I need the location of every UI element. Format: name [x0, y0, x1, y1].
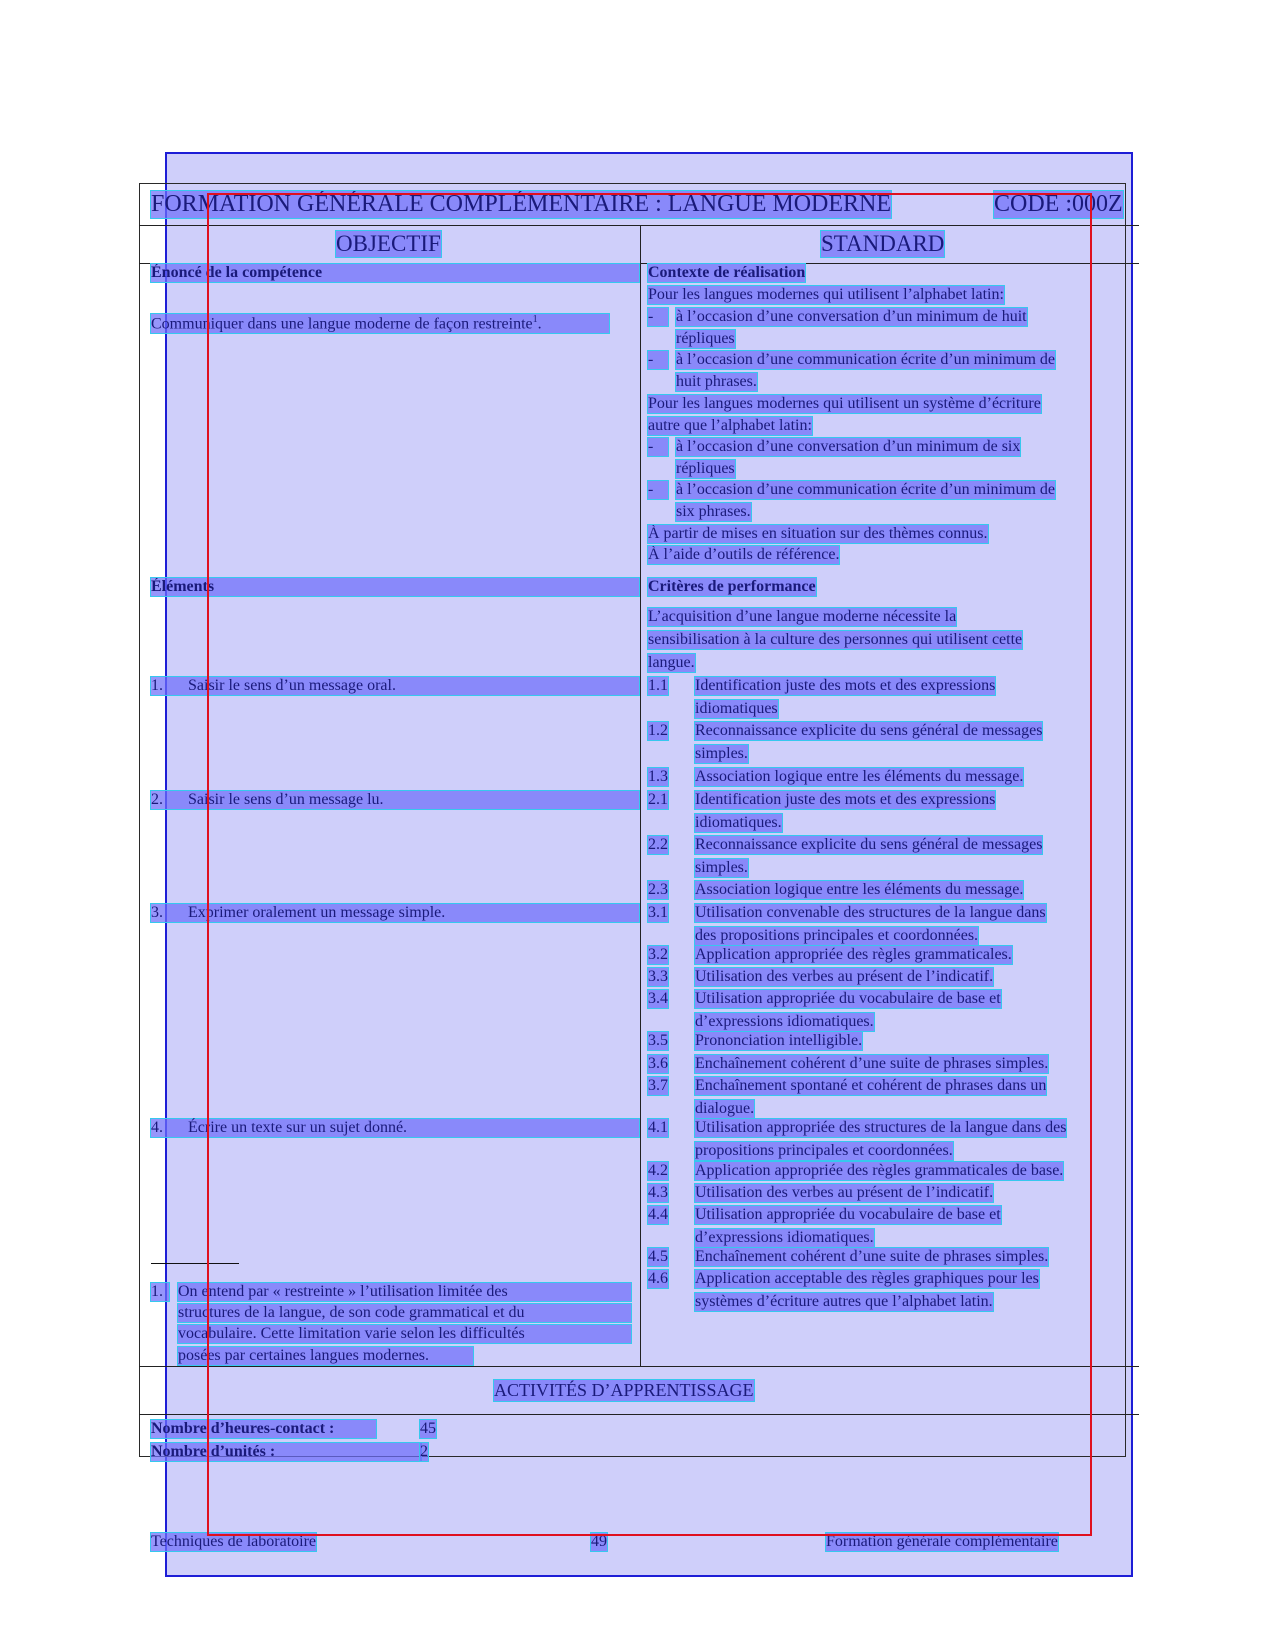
criteres-intro-line: sensibilisation à la culture des personnes qui utilisent cette	[648, 631, 1023, 648]
criterion-text: Utilisation appropriée des structures de la langue dans des	[695, 1119, 1067, 1136]
footnote-rule	[151, 1263, 239, 1264]
criterion-text: Identification juste des mots et des expressions	[695, 791, 996, 808]
footnote-line: vocabulaire. Cette limitation varie selon les difficultés	[178, 1325, 631, 1343]
page-number: 49	[591, 1533, 607, 1550]
contexte-bullet: -	[648, 438, 668, 456]
footnote-reference: 1	[532, 314, 538, 325]
contexte-line: à l’occasion d’une conversation d’un minimum de huit	[676, 308, 1027, 325]
criterion-number: 2.2	[648, 836, 668, 853]
criterion-number: 1.1	[648, 677, 668, 694]
unites-value: 2	[420, 1443, 428, 1460]
criterion-number: 4.4	[648, 1206, 668, 1223]
contexte-line: six phrases.	[676, 503, 751, 520]
criteres-intro-line: L’acquisition d’une langue moderne nécessite la	[648, 608, 957, 625]
criterion-text: idiomatiques	[695, 700, 778, 717]
activites-top-divider	[139, 1366, 1139, 1367]
contexte-bullet: -	[648, 481, 668, 499]
criterion-text: d’expressions idiomatiques.	[695, 1229, 874, 1246]
contexte-bullet: -	[648, 351, 668, 369]
contexte-bullet: -	[648, 308, 668, 326]
column-header-standard: STANDARD	[821, 231, 945, 256]
contexte-line: à l’occasion d’une conversation d’un minimum de six	[676, 438, 1021, 455]
unites-label: Nombre d’unités :	[151, 1443, 421, 1461]
criterion-number: 4.6	[648, 1270, 668, 1287]
criterion-number: 3.1	[648, 904, 668, 921]
criterion-number: 2.1	[648, 791, 668, 808]
criterion-text: d’expressions idiomatiques.	[695, 1013, 874, 1030]
criterion-text: Association logique entre les éléments du message.	[695, 881, 1024, 898]
contexte-line: Pour les langues modernes qui utilisent l’alphabet latin:	[648, 286, 1004, 303]
activites-heading: ACTIVITÉS D’APPRENTISSAGE	[494, 1380, 754, 1400]
criteres-intro-line: langue.	[648, 654, 695, 671]
criterion-text: Prononciation intelligible.	[695, 1032, 863, 1049]
footnote-line: structures de la langue, de son code grammatical et du	[178, 1304, 631, 1322]
criterion-text: propositions principales et coordonnées.	[695, 1142, 953, 1159]
contexte-line: Pour les langues modernes qui utilisent un système d’écriture	[648, 395, 1041, 412]
contexte-line: répliques	[676, 460, 735, 477]
column-header-objectif: OBJECTIF	[336, 231, 441, 256]
footer-left: Techniques de laboratoire	[151, 1533, 317, 1550]
criterion-text: idiomatiques.	[695, 814, 782, 831]
contexte-line: autre que l’alphabet latin:	[648, 417, 812, 434]
footnote-line: On entend par « restreinte » l’utilisation limitée des	[178, 1283, 631, 1301]
criterion-number: 3.3	[648, 968, 668, 985]
elements-label: Éléments	[151, 578, 639, 596]
criterion-text: Enchaînement cohérent d’une suite de phrases simples.	[695, 1055, 1049, 1072]
document-title: FORMATION GÉNÉRALE COMPLÉMENTAIRE : LANGUE MODERNE	[151, 191, 892, 217]
element-item: 1. Saisir le sens d’un message oral.	[151, 677, 639, 695]
criterion-number: 4.3	[648, 1184, 668, 1201]
criterion-text: simples.	[695, 859, 748, 876]
criterion-text: systèmes d’écriture autres que l’alphabet latin.	[695, 1293, 993, 1310]
criterion-text: Utilisation appropriée du vocabulaire de base et	[695, 1206, 1001, 1223]
criterion-number: 4.5	[648, 1248, 668, 1265]
contexte-line: À l’aide d’outils de référence.	[648, 546, 840, 563]
contexte-line: à l’occasion d’une communication écrite d’un minimum de	[676, 481, 1055, 498]
criterion-text: des propositions principales et coordonnées.	[695, 927, 979, 944]
contexte-line: À partir de mises en situation sur des thèmes connus.	[648, 525, 988, 542]
criterion-text: Reconnaissance explicite du sens général de messages	[695, 836, 1043, 853]
header-divider	[139, 225, 1139, 226]
criterion-number: 3.7	[648, 1077, 668, 1094]
criterion-number: 3.2	[648, 946, 668, 963]
contexte-line: à l’occasion d’une communication écrite d’un minimum de	[676, 351, 1055, 368]
criterion-text: Identification juste des mots et des expressions	[695, 677, 996, 694]
enonce-label: Énoncé de la compétence	[151, 264, 639, 282]
criterion-number: 3.5	[648, 1032, 668, 1049]
element-item: 2. Saisir le sens d’un message lu.	[151, 791, 639, 809]
criterion-text: Application acceptable des règles graphiques pour les	[695, 1270, 1039, 1287]
contexte-line: répliques	[676, 330, 735, 347]
element-item: 4. Écrire un texte sur un sujet donné.	[151, 1119, 639, 1137]
heures-value: 45	[420, 1420, 436, 1437]
criterion-number: 2.3	[648, 881, 668, 898]
criterion-number: 3.4	[648, 990, 668, 1007]
criterion-number: 4.2	[648, 1162, 668, 1179]
element-item: 3. Exprimer oralement un message simple.	[151, 904, 639, 922]
criterion-number: 1.2	[648, 722, 668, 739]
criterion-text: Association logique entre les éléments du message.	[695, 768, 1024, 785]
criterion-text: Application appropriée des règles grammaticales.	[695, 946, 1012, 963]
footnote-line: posées par certaines langues modernes.	[178, 1347, 473, 1365]
criterion-text: Utilisation des verbes au présent de l’indicatif.	[695, 1184, 994, 1201]
criterion-text: Utilisation des verbes au présent de l’indicatif.	[695, 968, 994, 985]
contexte-line: huit phrases.	[676, 373, 757, 390]
contexte-label: Contexte de réalisation	[648, 264, 806, 281]
criterion-text: Enchaînement spontané et cohérent de phrases dans un	[695, 1077, 1047, 1094]
criterion-text: Utilisation appropriée du vocabulaire de base et	[695, 990, 1001, 1007]
criterion-text: Enchaînement cohérent d’une suite de phrases simples.	[695, 1248, 1049, 1265]
criterion-number: 3.6	[648, 1055, 668, 1072]
criterion-number: 4.1	[648, 1119, 668, 1136]
criterion-text: dialogue.	[695, 1100, 755, 1117]
heures-label: Nombre d’heures-contact :	[151, 1420, 376, 1438]
column-separator	[640, 225, 641, 1366]
criterion-text: Application appropriée des règles grammaticales de base.	[695, 1162, 1064, 1179]
footer-right: Formation générale complémentaire	[826, 1533, 1058, 1550]
criterion-text: Utilisation convenable des structures de la langue dans	[695, 904, 1046, 921]
criterion-text: simples.	[695, 745, 748, 762]
criteres-label: Critères de performance	[648, 578, 816, 595]
criterion-number: 1.3	[648, 768, 668, 785]
enonce-text: Communiquer dans une langue moderne de façon restreinte$^1$.	[151, 314, 609, 333]
criterion-text: Reconnaissance explicite du sens général de messages	[695, 722, 1043, 739]
activites-bottom-divider	[139, 1414, 1139, 1415]
course-code: CODE :000Z	[994, 191, 1123, 217]
footnote-number: 1.	[151, 1283, 169, 1301]
